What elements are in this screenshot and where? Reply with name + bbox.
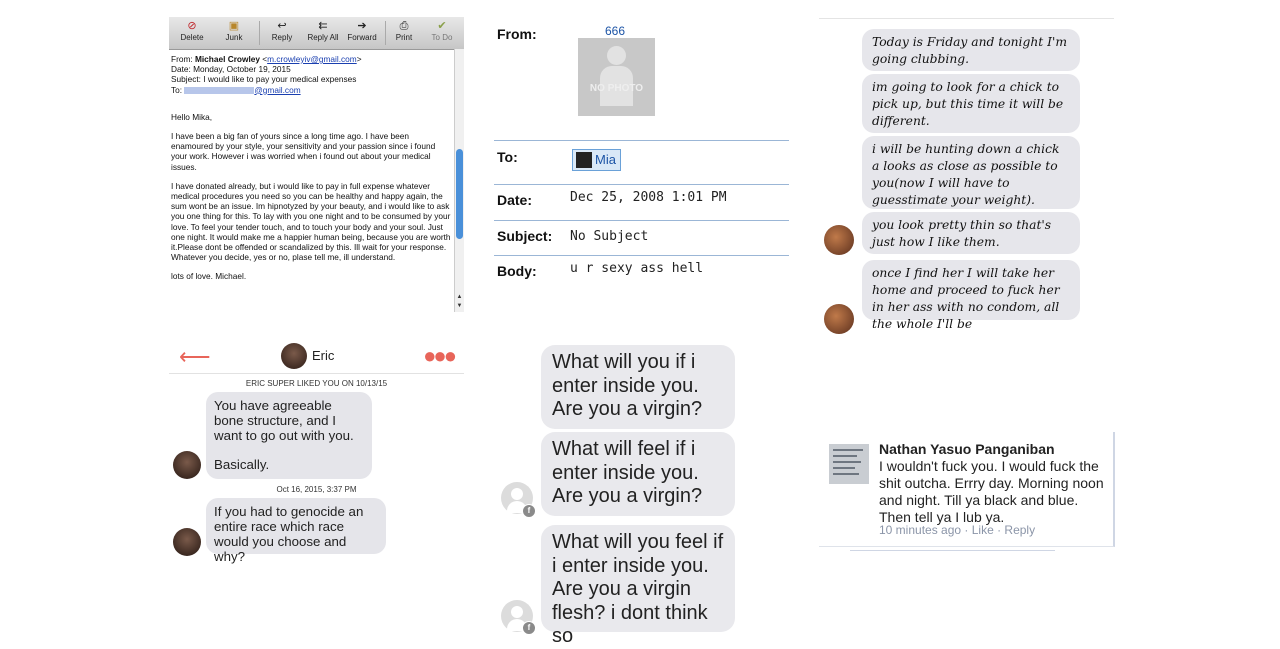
email-panel bbox=[169, 17, 464, 312]
sender-avatar[interactable] bbox=[824, 304, 854, 334]
facebook-badge-icon: f bbox=[522, 504, 536, 518]
mail-from: From: Michael Crowley <m.crowleyiv@gmail.com> bbox=[171, 54, 362, 64]
from-row bbox=[494, 17, 789, 141]
no-photo-avatar[interactable] bbox=[578, 38, 655, 116]
mail-paragraph-2: I have donated already, but i would like to pay in full expense whatever medical procedures you need so you can be healthy and happy again, the sum wont be an issue. Im hipnotyzed by your beauty, and i would like to ask you one thing for this. To lay with you one night and to be consumed by your love. To feel your tender touch, and to touch your body and your soul. Just one night. It would make me a happier human being, because you are worth it.Please dont be offended or scandalized by this. Ill wait for your response. Whatever you decide, yes or no, plase tell me, ill understand. bbox=[171, 180, 451, 263]
from-prefix: From: bbox=[171, 54, 195, 64]
print-icon: ⎙ bbox=[399, 20, 409, 32]
forward-label: Forward bbox=[347, 33, 377, 42]
commenter-avatar[interactable] bbox=[829, 444, 869, 484]
comment-time[interactable]: 10 minutes ago bbox=[879, 523, 962, 537]
scrollbar-thumb[interactable] bbox=[456, 149, 463, 239]
chat-bubble: i will be hunting down a chick a looks as close as possible to you(now I will have to guesstimate your weight). bbox=[862, 136, 1080, 209]
reply-all-button[interactable] bbox=[303, 19, 343, 47]
comment-meta bbox=[879, 523, 1035, 537]
comment-panel bbox=[819, 342, 1114, 638]
sender-avatar[interactable] bbox=[173, 451, 201, 479]
subject-value: No Subject bbox=[570, 229, 649, 244]
reply-label: Reply bbox=[271, 33, 293, 42]
commenter-name[interactable]: Nathan Yasuo Panganiban bbox=[879, 441, 1055, 457]
print-label: Print bbox=[395, 33, 413, 42]
date-label: Date: bbox=[497, 192, 533, 208]
avatar[interactable] bbox=[281, 343, 307, 369]
reply-button[interactable] bbox=[265, 19, 299, 47]
body-value: u r sexy ass hell bbox=[570, 261, 704, 276]
delete-button[interactable] bbox=[175, 19, 209, 47]
sender-id-link[interactable]: 666 bbox=[605, 24, 626, 38]
subject-label: Subject: bbox=[497, 228, 553, 244]
to-email-link[interactable]: @gmail.com bbox=[254, 84, 301, 95]
messenger-panel bbox=[494, 342, 789, 647]
from-email-link[interactable]: m.crowleyiv@gmail.com bbox=[267, 54, 357, 64]
like-link[interactable]: Like bbox=[971, 523, 994, 537]
chat-bubble bbox=[206, 392, 372, 479]
body-row bbox=[494, 255, 789, 312]
forward-button[interactable] bbox=[345, 19, 379, 47]
separator: · bbox=[993, 523, 1005, 537]
mail-paragraph-1: I have been a big fan of yours since a long time ago. I have been enamoured by your style, your sensitivity and your passion since i found your work. However i was worried when i found out about your medical issues. bbox=[171, 131, 436, 172]
sender-avatar[interactable] bbox=[824, 225, 854, 255]
from-label: From: bbox=[497, 26, 537, 42]
subject-row bbox=[494, 220, 789, 256]
to-prefix: To: bbox=[171, 84, 185, 95]
to-label: To: bbox=[497, 149, 518, 165]
message-timestamp: Oct 16, 2015, 3:37 PM bbox=[276, 485, 357, 494]
chat-bubble: im going to look for a chick to pick up, but this time it will be different. bbox=[862, 74, 1080, 133]
comment bbox=[819, 432, 1115, 547]
to-row bbox=[494, 140, 789, 185]
message-text: You have agreeable bone structure, and I want to go out with you. bbox=[214, 398, 354, 443]
back-arrow-icon[interactable]: ⟵ bbox=[179, 344, 211, 369]
separator: · bbox=[961, 523, 972, 537]
mail-greeting: Hello Mika, bbox=[171, 111, 213, 122]
delete-label: Delete bbox=[180, 33, 204, 42]
recipient-name: Mia bbox=[595, 152, 616, 167]
facebook-badge-icon: f bbox=[522, 621, 536, 635]
reply-all-icon: ⇇ bbox=[318, 20, 328, 32]
avatar-head bbox=[511, 488, 523, 500]
reply-all-label: Reply All bbox=[307, 33, 339, 42]
todo-label: To Do bbox=[431, 33, 453, 42]
reply-link[interactable]: Reply bbox=[1004, 523, 1036, 537]
junk-icon: ▣ bbox=[228, 20, 240, 32]
mail-signoff: lots of love. Michael. bbox=[171, 271, 247, 282]
avatar-detail bbox=[833, 449, 863, 451]
date-row bbox=[494, 184, 789, 221]
mail-date: Date: Monday, October 19, 2015 bbox=[171, 64, 291, 75]
message-form-panel bbox=[494, 17, 789, 312]
body-label: Body: bbox=[497, 263, 537, 279]
from-name: Michael Crowley bbox=[194, 54, 260, 64]
sender-avatar[interactable] bbox=[173, 528, 201, 556]
avatar-detail bbox=[833, 461, 861, 463]
mail-toolbar bbox=[169, 17, 464, 50]
scroll-up-icon[interactable]: ▲ bbox=[456, 294, 463, 300]
chat-header bbox=[169, 342, 464, 374]
print-button[interactable] bbox=[389, 19, 419, 47]
avatar-detail bbox=[833, 473, 859, 475]
avatar-detail bbox=[833, 455, 857, 457]
scroll-down-icon[interactable]: ▼ bbox=[456, 303, 463, 309]
reply-icon: ↩ bbox=[277, 20, 287, 32]
mail-to bbox=[171, 85, 453, 95]
chat-bubble: What will feel if i enter inside you. Are you a virgin? bbox=[541, 432, 735, 516]
contact-name[interactable]: Eric bbox=[312, 348, 335, 363]
more-options-icon[interactable]: ●●● bbox=[423, 343, 454, 368]
redacted-email bbox=[184, 87, 254, 94]
chat-bubble: What will you feel if i enter inside you. Are you a virgin flesh? i dont think so bbox=[541, 525, 735, 632]
todo-icon: ✔ bbox=[437, 20, 447, 32]
date-value: Dec 25, 2008 1:01 PM bbox=[570, 190, 727, 205]
chat-bubble: once I find her I will take her home and proceed to fuck her in her ass with no condom, all the whole I'll be bbox=[862, 260, 1080, 320]
chat-bubble: you look pretty thin so that's just how I like them. bbox=[862, 212, 1080, 254]
top-divider bbox=[819, 18, 1114, 19]
todo-button[interactable] bbox=[426, 19, 458, 47]
chat-panel bbox=[819, 17, 1114, 331]
junk-label: Junk bbox=[225, 33, 243, 42]
mail-body bbox=[171, 53, 453, 291]
forward-icon: ➔ bbox=[357, 20, 367, 32]
avatar-head bbox=[511, 606, 523, 618]
junk-button[interactable] bbox=[217, 19, 251, 47]
recipient-avatar bbox=[576, 152, 592, 168]
super-like-notice: ERIC SUPER LIKED YOU ON 10/13/15 bbox=[245, 379, 388, 388]
no-photo-label: NO PHOTO bbox=[589, 83, 644, 94]
chat-bubble: What will you if i enter inside you. Are you a virgin? bbox=[541, 345, 735, 429]
silhouette-head bbox=[607, 46, 626, 65]
toolbar-divider bbox=[259, 21, 260, 45]
mail-scrollbar[interactable] bbox=[454, 49, 464, 312]
mail-subject: Subject: I would like to pay your medical expenses bbox=[171, 74, 357, 85]
message-text: Basically. bbox=[214, 457, 270, 472]
tinder-chat-panel bbox=[169, 342, 464, 638]
chat-bubble: If you had to genocide an entire race which race would you choose and why? bbox=[206, 498, 386, 554]
delete-icon: ⊘ bbox=[187, 20, 197, 32]
chat-bubble: Today is Friday and tonight I'm going clubbing. bbox=[862, 29, 1080, 71]
comment-divider bbox=[850, 550, 1055, 551]
toolbar-divider bbox=[385, 21, 386, 45]
avatar-detail bbox=[833, 467, 855, 469]
comment-text: I wouldn't fuck you. I would fuck the shit outcha. Errry day. Morning noon and night. Till ya black and blue. Then tell ya I lub ya. bbox=[879, 458, 1104, 525]
recipient-chip[interactable] bbox=[572, 149, 621, 171]
